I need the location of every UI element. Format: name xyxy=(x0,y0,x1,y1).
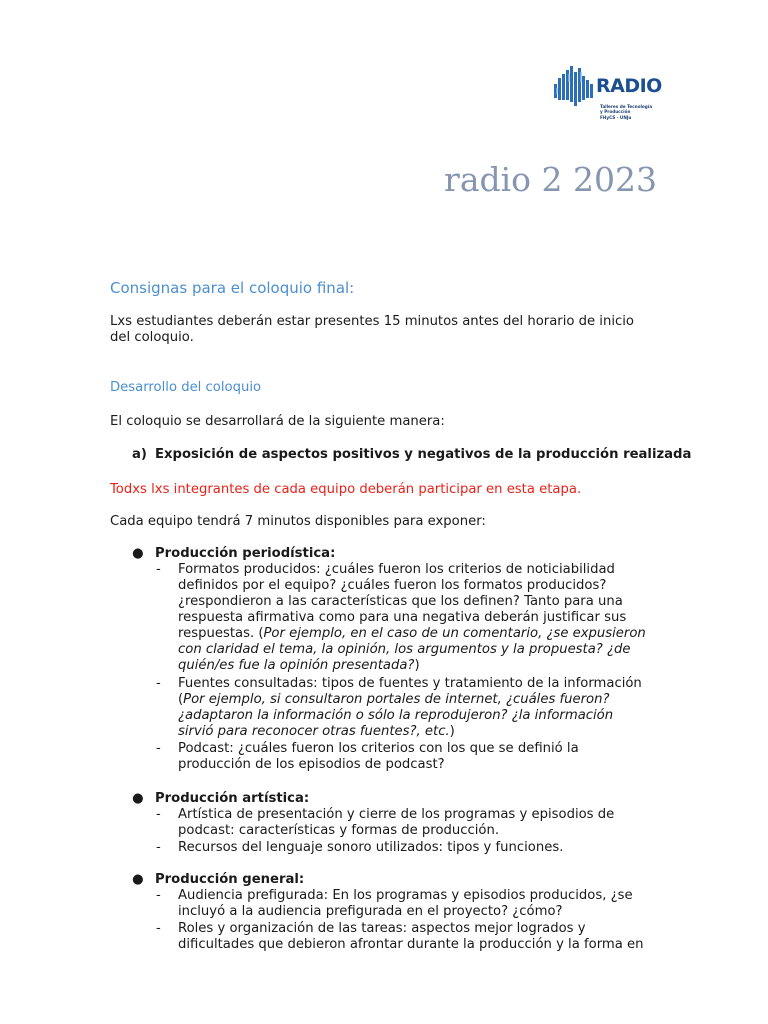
group-title: Producción periodística: xyxy=(155,546,336,561)
italic-run: Por ejemplo, en el caso de un comentario, ¿se expusieron xyxy=(263,626,646,641)
text-line xyxy=(178,708,678,724)
logo-subtitle-line: FHyCS - UNJu xyxy=(600,114,632,120)
bullet-group-title xyxy=(132,546,335,562)
italic-run: con claridad el tema, la opinión, los argumentos y la propuesta? ¿de xyxy=(178,642,631,657)
text-line: definidos por el equipo? ¿cuáles fueron los formatos producidos? xyxy=(178,578,607,593)
list-label: a) xyxy=(132,447,147,462)
dash-icon: - xyxy=(156,921,161,936)
list-item-text xyxy=(178,676,678,740)
text-run: ) xyxy=(449,724,455,739)
italic-run: quién/es fue la opinión presentada? xyxy=(178,658,415,673)
text-line xyxy=(178,642,678,658)
logo-subtitle xyxy=(600,104,656,120)
dash-icon: - xyxy=(156,840,161,855)
dash-icon: - xyxy=(156,888,161,903)
radio-logo xyxy=(552,52,662,134)
red-note: Todxs lxs integrantes de cada equipo deberán participar en esta etapa. xyxy=(110,482,582,497)
italic-run: ¿adaptaron la información o sólo la reprodujeron? ¿la información xyxy=(178,708,614,723)
equalizer-bars-icon xyxy=(554,66,600,106)
text-line: Fuentes consultadas: tipos de fuentes y tratamiento de la información xyxy=(178,676,642,691)
text-line: incluyó a la audiencia prefigurada en el proyecto? ¿cómo? xyxy=(178,904,563,919)
paragraph-line: Lxs estudiantes deberán estar presentes 15 minutos antes del horario de inicio xyxy=(110,314,634,329)
text-run: ) xyxy=(414,658,420,673)
text-line: Podcast: ¿cuáles fueron los criterios con los que se definió la xyxy=(178,741,579,756)
text-run: respuestas. ( xyxy=(178,626,264,641)
text-line: Formatos producidos: ¿cuáles fueron los criterios de noticiabilidad xyxy=(178,562,615,577)
list-item-a xyxy=(132,447,691,462)
bullet-icon: ● xyxy=(132,872,144,887)
dash-icon: - xyxy=(156,676,161,691)
text-line: Recursos del lenguaje sonoro utilizados: tipos y funciones. xyxy=(178,840,564,855)
group-title: Producción general: xyxy=(155,872,305,887)
text-line xyxy=(178,724,678,740)
list-item-text: Exposición de aspectos positivos y negativos de la producción realizada xyxy=(155,447,692,462)
bullet-icon: ● xyxy=(132,791,144,806)
italic-run: Por ejemplo, si consultaron portales de internet, ¿cuáles fueron? xyxy=(183,692,610,707)
main-heading: Consignas para el coloquio final: xyxy=(110,279,355,297)
section-intro: El coloquio se desarrollará de la siguiente manera: xyxy=(110,414,445,429)
paragraph-line: del coloquio. xyxy=(110,330,194,345)
text-line: producción de los episodios de podcast? xyxy=(178,757,445,772)
list-item-text xyxy=(178,840,678,856)
text-line: Roles y organización de las tareas: aspectos mejor logrados y xyxy=(178,921,586,936)
list-item-text xyxy=(178,888,678,920)
bullet-group-title xyxy=(132,791,309,807)
section-heading: Desarrollo del coloquio xyxy=(110,380,262,395)
text-line: Artística de presentación y cierre de los programas y episodios de xyxy=(178,807,615,822)
text-line xyxy=(178,692,678,708)
bullet-group-title xyxy=(132,872,304,888)
dash-icon: - xyxy=(156,741,161,756)
list-item-text xyxy=(178,562,678,674)
text-line: dificultades que debieron afrontar durante la producción y la forma en xyxy=(178,937,644,952)
text-line: ¿respondieron a las características que los definen? Tanto para una xyxy=(178,594,623,609)
italic-run: sirvió para reconocer otras fuentes?, etc. xyxy=(178,724,450,739)
dash-icon: - xyxy=(156,807,161,822)
text-line: Audiencia prefigurada: En los programas y episodios producidos, ¿se xyxy=(178,888,633,903)
text-run: ( xyxy=(178,692,184,707)
text-line: respuesta afirmativa como para una negativa deberán justificar sus xyxy=(178,610,627,625)
dash-icon: - xyxy=(156,562,161,577)
list-item-text xyxy=(178,741,678,773)
intro-paragraph xyxy=(110,314,634,346)
group-title: Producción artística: xyxy=(155,791,310,806)
text-line: podcast: características y formas de producción. xyxy=(178,823,500,838)
list-item-text xyxy=(178,921,678,953)
text-line xyxy=(178,658,678,674)
bullet-icon: ● xyxy=(132,546,144,561)
document-title: radio 2 2023 xyxy=(444,160,657,199)
list-item-text xyxy=(178,807,678,839)
time-note: Cada equipo tendrá 7 minutos disponibles para exponer: xyxy=(110,514,486,529)
logo-wordmark: RADIO xyxy=(596,75,662,97)
logo-subtitle-line: Talleres de Tecnología y Producción xyxy=(600,104,653,115)
text-line xyxy=(178,626,678,642)
